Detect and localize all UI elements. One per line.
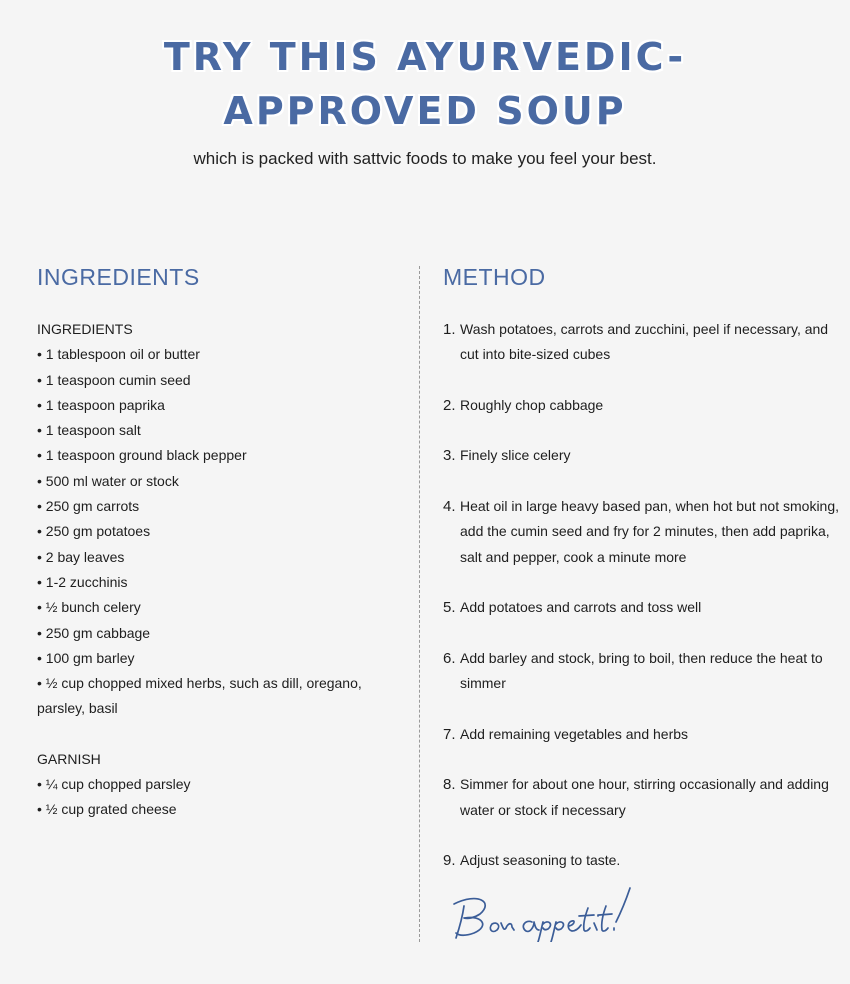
step-text: Add remaining vegetables and herbs <box>460 725 689 742</box>
step-number: 3. <box>443 447 456 465</box>
ingredient-item: • 250 gm potatoes <box>37 523 151 540</box>
method-section <box>443 262 843 899</box>
method-step <box>443 595 843 620</box>
ingredient-item: • 500 ml water or stock <box>37 472 179 489</box>
ingredient-item: • 1 teaspoon paprika <box>37 396 165 413</box>
ingredient-item: • 1 teaspoon cumin seed <box>37 371 191 388</box>
step-text: Roughly chop cabbage <box>460 396 604 413</box>
ingredient-item: • 1 teaspoon salt <box>37 422 141 439</box>
ingredient-item: • 1 tablespoon oil or butter <box>37 346 200 363</box>
ingredient-item: • 1-2 zucchinis <box>37 573 128 590</box>
method-steps <box>443 317 843 874</box>
step-number: 9. <box>443 852 456 870</box>
method-step <box>443 317 843 368</box>
method-step <box>443 722 843 747</box>
garnish-item: • ¼ cup chopped parsley <box>37 776 191 793</box>
step-text: Add barley and stock, bring to boil, then reduce the heat to simmer <box>460 649 823 692</box>
ingredient-item: • 2 bay leaves <box>37 548 125 565</box>
ingredients-heading: INGREDIENTS <box>37 264 200 290</box>
signature <box>448 882 678 942</box>
step-number: 4. <box>443 498 456 516</box>
title-line-1: TRY THIS AYURVEDIC- <box>163 35 687 79</box>
step-number: 6. <box>443 649 456 667</box>
step-number: 2. <box>443 396 456 414</box>
step-number: 5. <box>443 599 456 617</box>
ingredient-item: • 1 teaspoon ground black pepper <box>37 447 247 464</box>
method-heading: METHOD <box>443 264 546 290</box>
garnish-label: GARNISH <box>37 750 101 767</box>
method-step <box>443 494 843 570</box>
method-step <box>443 646 843 697</box>
garnish-item: • ½ cup grated cheese <box>37 801 177 818</box>
step-text: Wash potatoes, carrots and zucchini, peel if necessary, and cut into bite-sized cubes <box>460 321 829 363</box>
method-step <box>443 443 843 468</box>
ingredient-item: • ½ cup chopped mixed herbs, such as dill, oregano, parsley, basil <box>37 675 362 717</box>
ingredient-item: • ½ bunch celery <box>37 599 141 616</box>
subtitle: which is packed with sattvic foods to make you feel your best. <box>193 149 657 168</box>
ingredient-item: • 250 gm cabbage <box>37 624 151 641</box>
method-step <box>443 393 843 418</box>
step-number: 1. <box>443 321 456 338</box>
step-number: 7. <box>443 725 456 743</box>
column-divider <box>419 266 420 942</box>
method-step <box>443 848 843 873</box>
step-text: Add potatoes and carrots and toss well <box>460 599 702 616</box>
step-text: Adjust seasoning to taste. <box>460 852 621 869</box>
ingredients-label: INGREDIENTS <box>37 321 133 337</box>
garnish-list <box>37 772 397 823</box>
step-text: Finely slice celery <box>460 447 571 464</box>
ingredients-section <box>37 262 397 823</box>
step-text: Heat oil in large heavy based pan, when hot but not smoking, add the cumin seed and fry for 2 minutes, then add paprika, salt and pepper, cook a minute more <box>460 498 840 565</box>
title-line-2: APPROVED SOUP <box>223 89 627 133</box>
step-number: 8. <box>443 776 456 794</box>
method-step <box>443 772 843 823</box>
ingredient-item: • 250 gm carrots <box>37 498 140 515</box>
step-text: Simmer for about one hour, stirring occasionally and adding water or stock if necessary <box>460 776 829 818</box>
ingredients-list <box>37 342 397 721</box>
ingredient-item: • 100 gm barley <box>37 649 135 666</box>
page-title <box>0 30 850 138</box>
